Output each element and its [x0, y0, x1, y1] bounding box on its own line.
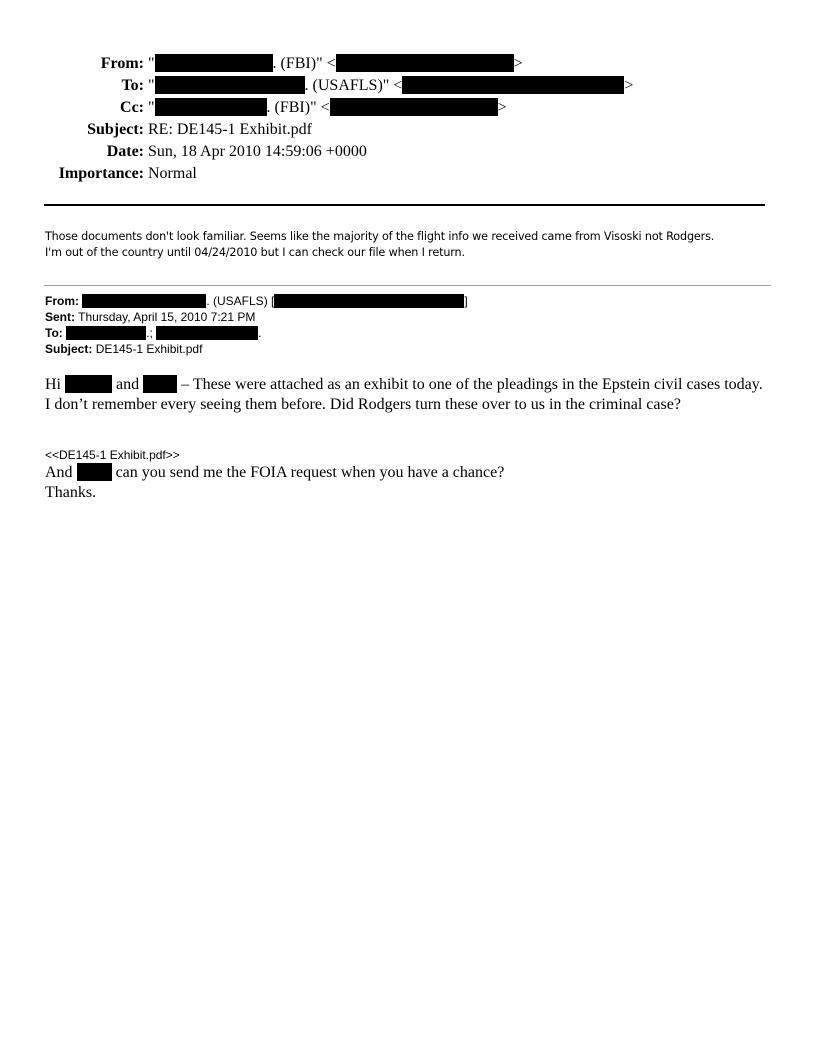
subject-label: Subject:: [87, 121, 144, 138]
subject-value: RE: DE145-1 Exhibit.pdf: [148, 121, 312, 138]
redaction-box: [402, 76, 624, 94]
closing-text: [45, 463, 504, 503]
redaction-box: [156, 326, 258, 340]
email-header: [30, 53, 633, 185]
original-body-line-1-rest: – These were attached as an exhibit to one of the pleadings in the Epstein civil cases today.: [181, 376, 763, 393]
original-message-header: [45, 293, 468, 357]
closing-and: And: [45, 464, 73, 481]
original-to-label: To:: [45, 326, 63, 340]
date-value: Sun, 18 Apr 2010 14:59:06 +0000: [148, 143, 367, 160]
original-body-line-2: I don’t remember every seeing them before. Did Rodgers turn these over to us in the criminal case?: [45, 396, 681, 413]
foia-request-text: can you send me the FOIA request when you have a chance?: [115, 464, 505, 481]
reply-message-body: [45, 229, 785, 261]
redaction-box: [155, 76, 305, 94]
original-from-suffix: . (USAFLS) [: [206, 294, 275, 308]
importance-label: Importance:: [58, 165, 144, 182]
redaction-box: [66, 326, 146, 340]
redaction-box: [82, 294, 206, 308]
to-label: To:: [121, 77, 144, 94]
redaction-box: [330, 98, 498, 116]
original-body-line-1: [45, 375, 785, 395]
cc-quote: ": [148, 99, 155, 116]
redaction-box: [155, 98, 267, 116]
from-row: [30, 53, 633, 75]
foia-request-line: [45, 463, 504, 483]
original-to-sep: .;: [146, 326, 153, 340]
to-value: [148, 77, 633, 94]
original-to-row: [45, 325, 468, 341]
from-label: From:: [100, 55, 144, 72]
date-label: Date:: [106, 143, 144, 160]
original-message-body: [45, 375, 785, 415]
date-row: [30, 141, 633, 163]
from-quote: ": [148, 55, 155, 72]
importance-row: [30, 163, 633, 185]
to-close: >: [624, 77, 634, 94]
attachment-reference: <<DE145-1 Exhibit.pdf>>: [45, 448, 180, 462]
from-value: [148, 55, 523, 72]
original-subject-value: DE145-1 Exhibit.pdf: [95, 342, 203, 356]
subject-row: [30, 119, 633, 141]
original-subject-row: [45, 341, 468, 357]
cc-value: [148, 99, 507, 116]
original-to-end: .: [258, 326, 262, 340]
original-sent-label: Sent:: [45, 310, 75, 324]
original-sent-value: Thursday, April 15, 2010 7:21 PM: [78, 310, 256, 324]
from-suffix: . (FBI)" <: [272, 55, 336, 72]
cc-row: [30, 97, 633, 119]
redaction-box: [336, 54, 514, 72]
redaction-box: [155, 54, 273, 72]
original-from-label: From:: [45, 294, 79, 308]
cc-close: >: [497, 99, 507, 116]
greeting-hi: Hi: [45, 376, 61, 393]
original-subject-label: Subject:: [45, 342, 93, 356]
original-sent-row: [45, 309, 468, 325]
redaction-box: [65, 375, 112, 393]
importance-value: Normal: [148, 165, 197, 182]
redaction-box: [77, 463, 112, 481]
to-quote: ": [148, 77, 155, 94]
original-from-close: ]: [464, 294, 468, 308]
to-suffix: . (USAFLS)" <: [304, 77, 403, 94]
from-close: >: [513, 55, 523, 72]
cc-label: Cc:: [120, 99, 144, 116]
reply-line-1: Those documents don't look familiar. Seems like the majority of the flight info we received came from Visoski not Rodgers.: [45, 230, 715, 243]
thanks-line: Thanks.: [45, 484, 97, 501]
header-divider: [44, 204, 765, 206]
reply-line-2: I'm out of the country until 04/24/2010 but I can check our file when I return.: [45, 246, 465, 259]
greeting-and: and: [116, 376, 140, 393]
cc-suffix: . (FBI)" <: [266, 99, 330, 116]
original-from-row: [45, 293, 468, 309]
redaction-box: [143, 375, 177, 393]
redaction-box: [274, 294, 464, 308]
quoted-message-divider: [44, 285, 771, 286]
to-row: [30, 75, 633, 97]
